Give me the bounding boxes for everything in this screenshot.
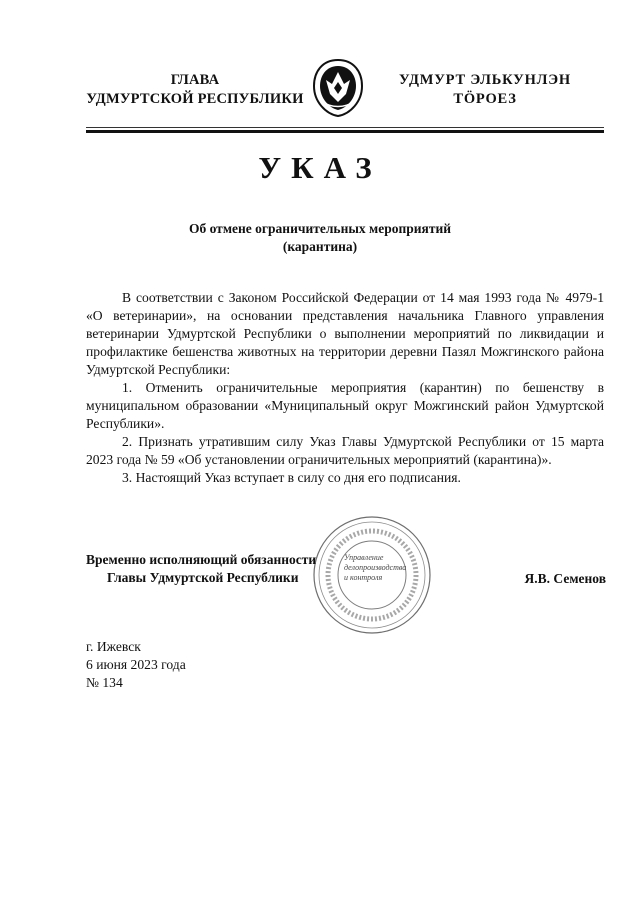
stamp-line3: и контроля <box>344 573 383 582</box>
header-right-line1: УДМУРТ ЭЛЬКУНЛЭН <box>399 72 571 88</box>
subtitle-line2: (карантина) <box>282 239 358 254</box>
document-body <box>86 289 604 487</box>
subtitle-line1: Об отмене ограничительных мероприятий <box>188 221 452 236</box>
stamp-line2: делопроизводства <box>344 563 407 572</box>
decree-item-2: 2. Признать утратившим силу Указ Главы Удмуртской Республики от 15 марта 2023 года № 59 «Об установлении ограничительных мероприятий (карантина)». <box>86 434 604 467</box>
coat-of-arms-emblem-icon <box>310 58 366 118</box>
stamp-line1: Управление <box>344 553 384 562</box>
decree-item-3: 3. Настоящий Указ вступает в силу со дня его подписания. <box>122 470 461 485</box>
header-divider-thick <box>86 130 604 133</box>
document-title: УКАЗ <box>258 150 382 185</box>
header-left <box>70 71 320 109</box>
header-right-line2: ТӦРОЕЗ <box>453 91 517 107</box>
header-left-line2: УДМУРТСКОЙ РЕСПУБЛИКИ <box>86 91 304 107</box>
signatory-name: Я.В. Семенов <box>524 571 606 586</box>
header-right <box>385 71 585 109</box>
header-divider-thin <box>86 127 604 128</box>
document-footer <box>86 638 286 692</box>
footer-date: 6 июня 2023 года <box>86 657 186 672</box>
position-line2: Главы Удмуртской Республики <box>107 570 299 585</box>
document-subtitle <box>0 220 640 256</box>
preamble-paragraph: В соответствии с Законом Российской Федерации от 14 мая 1993 года № 4979-1 «О ветеринарии», на основании представления начальника Главного управления ветеринарии Удмуртской Республики о выполнении мероприятий по ликвидации и профилактике бешенства животных на территории деревни Пазял Можгинского района Удмуртской Республики: <box>86 290 604 377</box>
signatory-position <box>86 551 386 587</box>
position-line1: Временно исполняющий обязанности <box>86 552 317 567</box>
footer-number: № 134 <box>86 675 123 690</box>
decree-item-1: 1. Отменить ограничительные мероприятия (карантин) по бешенству в муниципальном образовании «Муниципальный округ Можгинский район Удмуртской Республики». <box>86 380 604 431</box>
header-left-line1: ГЛАВА <box>170 72 220 88</box>
footer-city: г. Ижевск <box>86 639 141 654</box>
